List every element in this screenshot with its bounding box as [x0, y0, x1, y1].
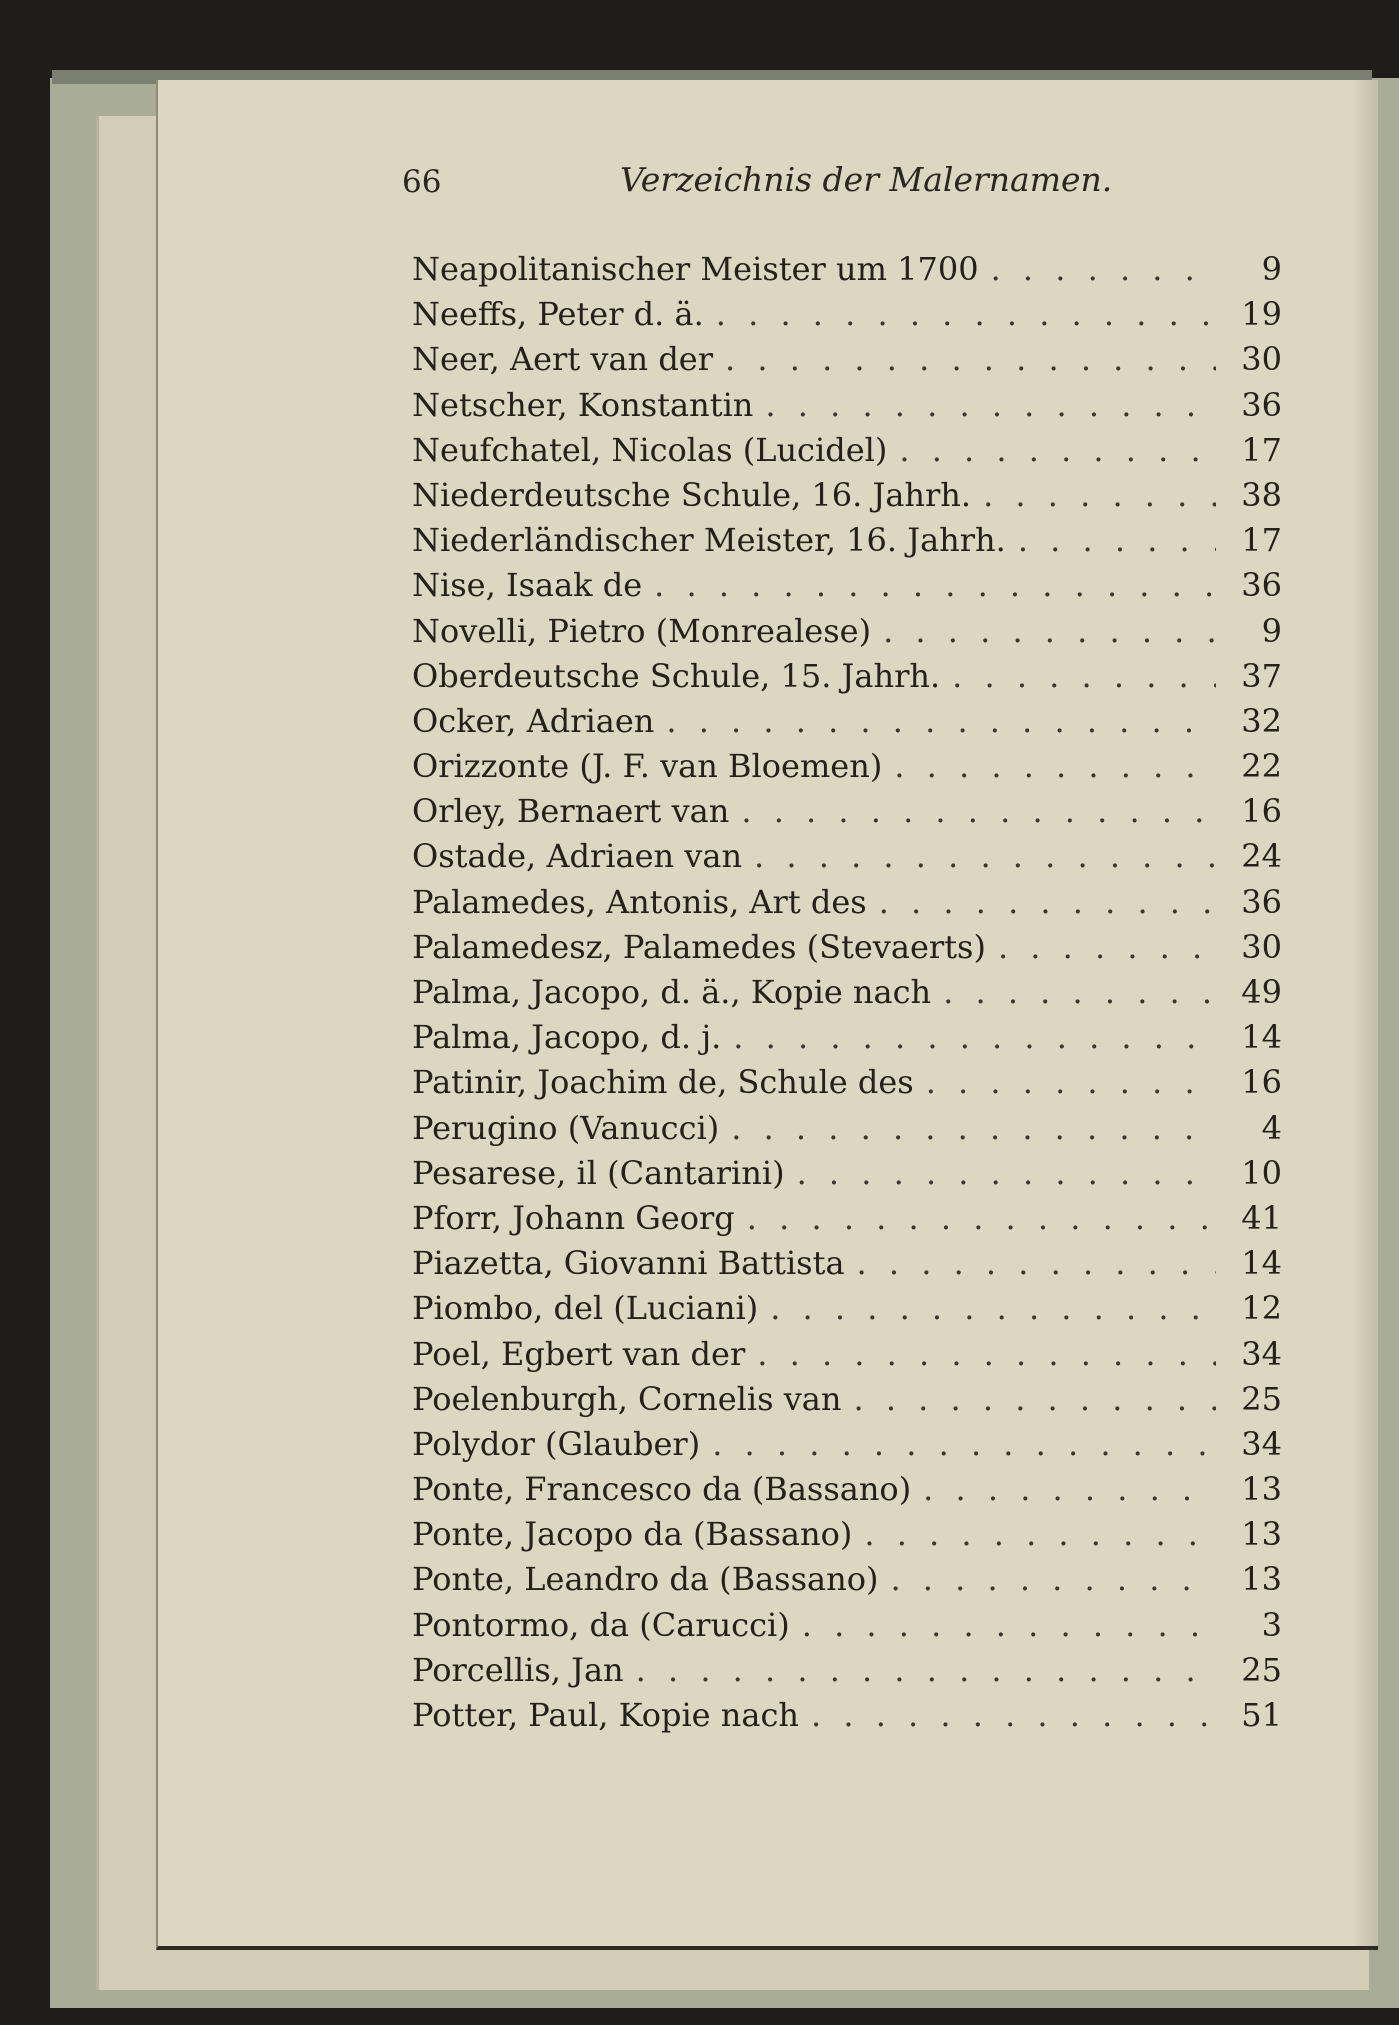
dot-leader: [811, 1696, 1216, 1734]
entry-name: Pontormo, da (Carucci): [412, 1605, 790, 1644]
dot-leader: [879, 883, 1216, 921]
dot-leader: [894, 747, 1216, 785]
painter-index-list: [412, 250, 1282, 1741]
index-entry: [412, 973, 1282, 1018]
dot-leader: [857, 1244, 1216, 1282]
entry-name: Palamedes, Antonis, Art des: [412, 882, 867, 921]
dot-leader: [923, 1470, 1216, 1508]
dot-leader: [731, 1109, 1216, 1147]
dot-leader: [890, 1560, 1216, 1598]
entry-page-number: 49: [1241, 973, 1282, 1011]
entry-page-number: 14: [1241, 1018, 1282, 1057]
index-entry: [412, 792, 1282, 837]
dot-leader: [983, 476, 1216, 514]
entry-page-number: 9: [1261, 611, 1282, 650]
entry-name: Porcellis, Jan: [412, 1650, 624, 1689]
entry-page-number: 34: [1241, 1424, 1282, 1463]
entry-name: Neapolitanischer Meister um 1700: [412, 250, 979, 288]
dot-leader: [712, 1425, 1216, 1463]
entry-page-number: 51: [1241, 1696, 1282, 1734]
entry-name: Perugino (Vanucci): [412, 1108, 720, 1147]
entry-name: Neufchatel, Nicolas (Lucidel): [412, 430, 888, 469]
entry-page-number: 17: [1241, 430, 1282, 469]
dot-leader: [926, 1063, 1216, 1101]
dot-leader: [899, 431, 1216, 469]
entry-name: Poelenburgh, Cornelis van: [412, 1379, 842, 1418]
index-entry: [412, 702, 1282, 747]
entry-page-number: 30: [1241, 340, 1282, 379]
entry-name: Neer, Aert van der: [412, 340, 714, 379]
dot-leader: [998, 928, 1216, 966]
entry-name: Pforr, Johann Georg: [412, 1198, 735, 1237]
entry-page-number: 32: [1241, 701, 1282, 740]
index-entry: [412, 386, 1282, 431]
entry-page-number: 41: [1241, 1198, 1282, 1237]
index-entry: [412, 1109, 1282, 1154]
index-entry: [412, 747, 1282, 792]
entry-name: Pesarese, il (Cantarini): [412, 1153, 785, 1192]
entry-name: Orizzonte (J. F. van Bloemen): [412, 747, 883, 786]
entry-page-number: 13: [1241, 1560, 1282, 1599]
entry-page-number: 13: [1241, 1470, 1282, 1509]
entry-page-number: 36: [1241, 882, 1282, 921]
entry-page-number: 22: [1241, 747, 1282, 786]
index-entry: [412, 657, 1282, 702]
entry-name: Niederdeutsche Schule, 16. Jahrh.: [412, 475, 972, 514]
entry-page-number: 13: [1241, 1515, 1282, 1554]
dot-leader: [725, 340, 1216, 378]
entry-page-number: 3: [1261, 1605, 1282, 1644]
dot-leader: [1018, 521, 1216, 559]
index-entry: [412, 566, 1282, 611]
index-entry: [412, 1244, 1282, 1289]
entry-name: Piazetta, Giovanni Battista: [412, 1244, 845, 1283]
entry-page-number: 14: [1241, 1244, 1282, 1283]
index-entry: [412, 521, 1282, 566]
dot-leader: [991, 250, 1216, 288]
index-entry: [412, 837, 1282, 882]
dot-leader: [797, 1154, 1216, 1192]
dot-leader: [802, 1606, 1216, 1644]
entry-name: Niederländischer Meister, 16. Jahrh.: [412, 521, 1006, 560]
dot-leader: [952, 657, 1216, 695]
gutter-shadow: [1352, 80, 1378, 1946]
entry-page-number: 16: [1241, 792, 1282, 831]
entry-page-number: 4: [1261, 1108, 1282, 1147]
index-entry: [412, 1018, 1282, 1063]
dot-leader: [943, 973, 1216, 1011]
entry-page-number: 24: [1241, 837, 1282, 876]
index-entry: [412, 1606, 1282, 1651]
dot-leader: [883, 612, 1216, 650]
entry-page-number: 9: [1261, 250, 1282, 288]
entry-name: Ocker, Adriaen: [412, 701, 655, 740]
entry-name: Palma, Jacopo, d. j.: [412, 1018, 722, 1057]
index-entry: [412, 1335, 1282, 1380]
entry-name: Nise, Isaak de: [412, 566, 643, 605]
index-entry: [412, 340, 1282, 385]
entry-name: Poel, Egbert van der: [412, 1334, 746, 1373]
dot-leader: [636, 1651, 1216, 1689]
dot-leader: [733, 1018, 1216, 1056]
entry-name: Piombo, del (Luciani): [412, 1289, 759, 1328]
dot-leader: [666, 702, 1216, 740]
entry-name: Orley, Bernaert van: [412, 792, 730, 831]
dot-leader: [770, 1289, 1216, 1327]
dot-leader: [741, 792, 1216, 830]
entry-name: Ponte, Francesco da (Bassano): [412, 1470, 912, 1509]
entry-name: Patinir, Joachim de, Schule des: [412, 1063, 914, 1102]
entry-page-number: 17: [1241, 521, 1282, 560]
index-entry: [412, 1651, 1282, 1696]
entry-page-number: 30: [1241, 927, 1282, 966]
index-entry: [412, 1199, 1282, 1244]
entry-page-number: 37: [1241, 656, 1282, 695]
index-entry: [412, 928, 1282, 973]
entry-name: Oberdeutsche Schule, 15. Jahrh.: [412, 656, 941, 695]
index-entry: [412, 1560, 1282, 1605]
dot-leader: [747, 1199, 1216, 1237]
entry-name: Novelli, Pietro (Monrealese): [412, 611, 872, 650]
dot-leader: [853, 1380, 1216, 1418]
index-entry: [412, 1063, 1282, 1108]
index-entry: [412, 1380, 1282, 1425]
entry-page-number: 36: [1241, 566, 1282, 605]
index-entry: [412, 1515, 1282, 1560]
page-number: 66: [402, 164, 442, 200]
entry-page-number: 34: [1241, 1334, 1282, 1373]
entry-name: Polydor (Glauber): [412, 1424, 701, 1463]
entry-page-number: 25: [1241, 1650, 1282, 1689]
index-entry: [412, 250, 1282, 295]
entry-name: Palamedesz, Palamedes (Stevaerts): [412, 927, 986, 966]
index-entry: [412, 883, 1282, 928]
entry-name: Ponte, Leandro da (Bassano): [412, 1560, 879, 1599]
entry-page-number: 25: [1241, 1379, 1282, 1418]
entry-name: Neeffs, Peter d. ä.: [412, 295, 704, 334]
index-entry: [412, 1470, 1282, 1515]
index-entry: [412, 1425, 1282, 1470]
index-entry: [412, 295, 1282, 340]
entry-page-number: 38: [1241, 475, 1282, 514]
running-title: Verzeichnis der Malernamen.: [620, 160, 1113, 199]
index-entry: [412, 1696, 1282, 1741]
index-entry: [412, 431, 1282, 476]
dot-leader: [754, 837, 1216, 875]
entry-name: Potter, Paul, Kopie nach: [412, 1696, 799, 1734]
entry-page-number: 36: [1241, 385, 1282, 424]
dot-leader: [757, 1335, 1216, 1373]
index-entry: [412, 1154, 1282, 1199]
dot-leader: [716, 295, 1216, 333]
dot-leader: [654, 566, 1216, 604]
entry-name: Ponte, Jacopo da (Bassano): [412, 1515, 853, 1554]
entry-page-number: 12: [1241, 1289, 1282, 1328]
entry-name: Palma, Jacopo, d. ä., Kopie nach: [412, 973, 932, 1011]
entry-page-number: 16: [1241, 1063, 1282, 1102]
entry-name: Netscher, Konstantin: [412, 385, 754, 424]
index-entry: [412, 1289, 1282, 1334]
dot-leader: [765, 386, 1216, 424]
entry-page-number: 10: [1241, 1153, 1282, 1192]
dot-leader: [864, 1515, 1216, 1553]
index-entry: [412, 476, 1282, 521]
index-entry: [412, 612, 1282, 657]
entry-name: Ostade, Adriaen van: [412, 837, 743, 876]
entry-page-number: 19: [1241, 295, 1282, 334]
